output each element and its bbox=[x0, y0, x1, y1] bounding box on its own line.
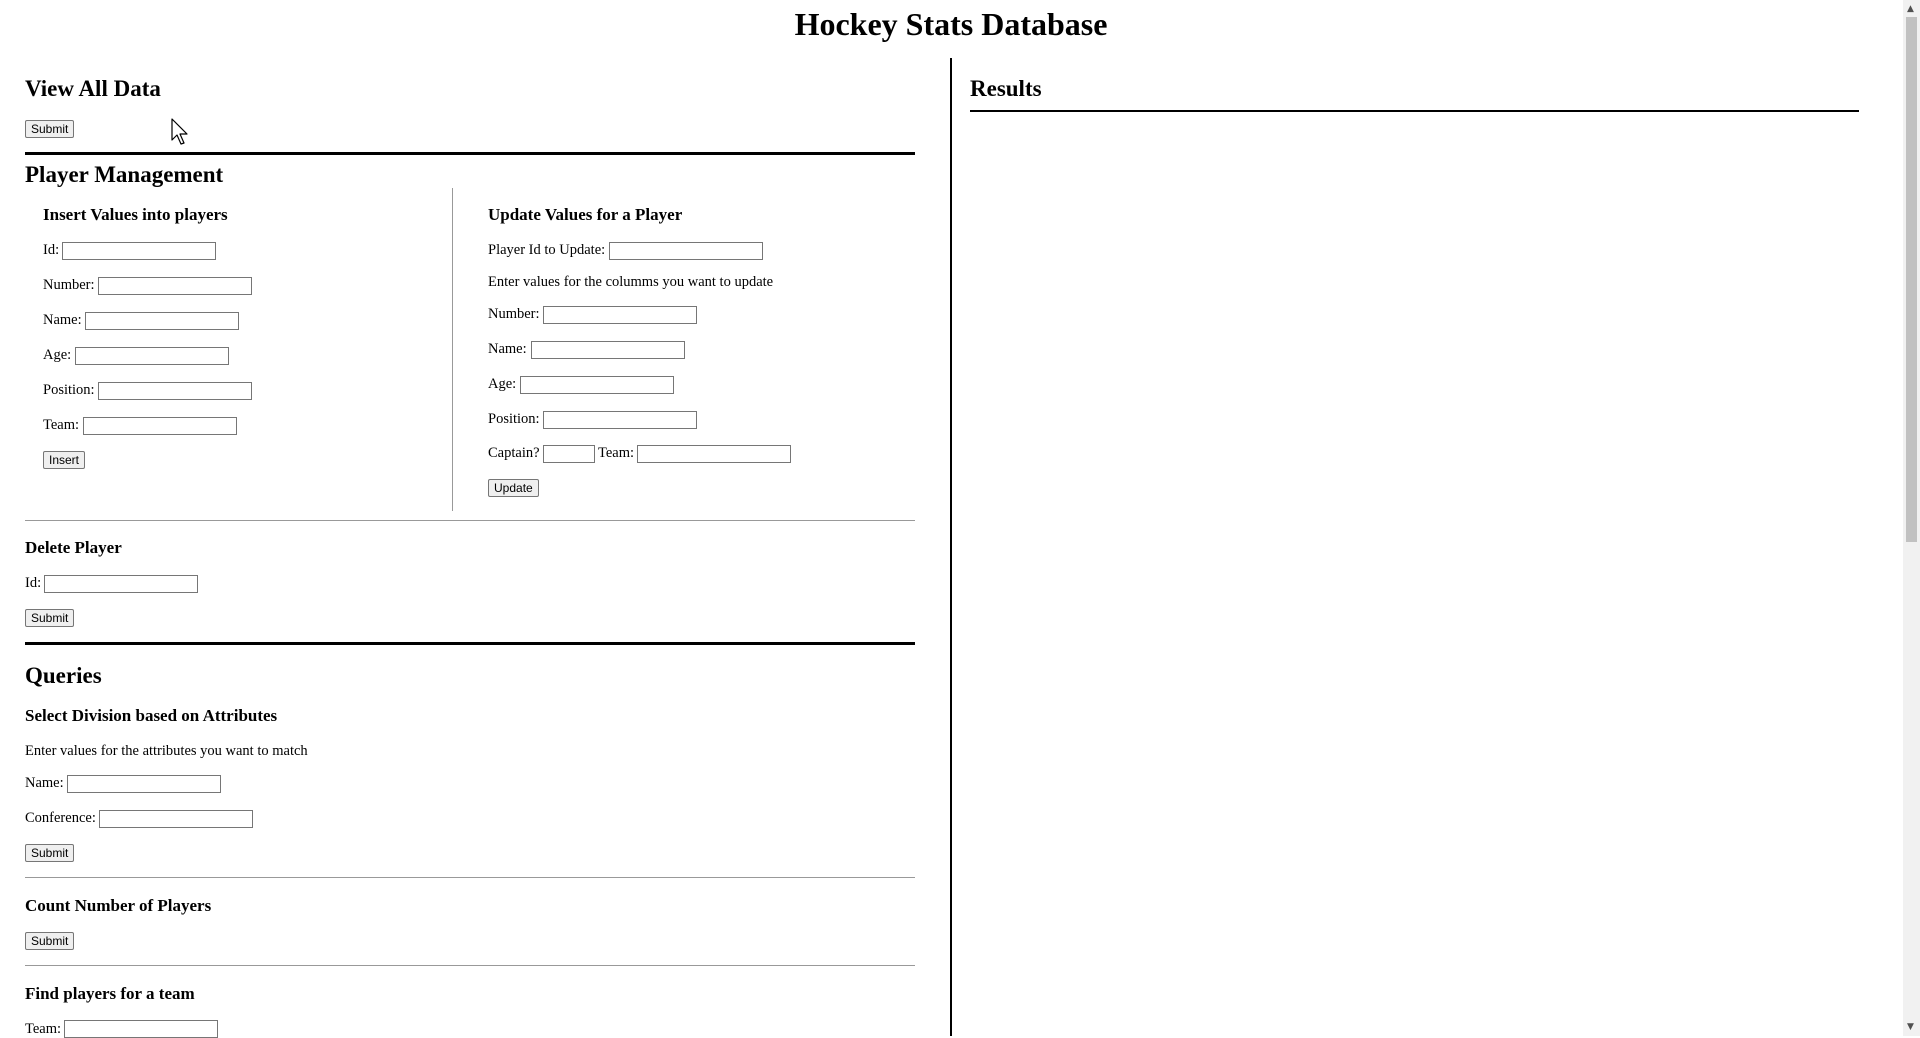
insert-number-input[interactable] bbox=[98, 277, 252, 295]
column-divider bbox=[950, 58, 952, 1036]
insert-id-label: Id: bbox=[43, 242, 60, 258]
update-captain-label: Captain? bbox=[488, 445, 540, 461]
page-title: Hockey Stats Database bbox=[794, 6, 1108, 42]
update-player-id-input[interactable] bbox=[609, 242, 763, 260]
insert-number-label: Number: bbox=[43, 277, 95, 293]
division-name-input[interactable] bbox=[67, 775, 221, 793]
update-team-input[interactable] bbox=[637, 445, 791, 463]
insert-id-input[interactable] bbox=[62, 242, 216, 260]
select-division-hint: Enter values for the attributes you want to match bbox=[25, 743, 308, 759]
section-divider bbox=[25, 877, 915, 878]
find-players-heading: Find players for a team bbox=[25, 984, 195, 1003]
update-captain-input[interactable] bbox=[543, 445, 595, 463]
insert-team-label: Team: bbox=[43, 417, 80, 433]
insert-name-label: Name: bbox=[43, 312, 82, 328]
insert-team-input[interactable] bbox=[83, 417, 237, 435]
update-position-input[interactable] bbox=[543, 411, 697, 429]
delete-submit-button[interactable]: Submit bbox=[25, 609, 74, 627]
insert-position-label: Position: bbox=[43, 382, 95, 398]
insert-name-input[interactable] bbox=[85, 312, 239, 330]
insert-age-input[interactable] bbox=[75, 347, 229, 365]
update-number-input[interactable] bbox=[543, 306, 697, 324]
division-name-label: Name: bbox=[25, 775, 64, 791]
update-hint: Enter values for the columms you want to update bbox=[488, 274, 774, 290]
count-players-heading: Count Number of Players bbox=[25, 896, 212, 915]
update-age-input[interactable] bbox=[520, 376, 674, 394]
delete-player-heading: Delete Player bbox=[25, 538, 122, 557]
queries-heading: Queries bbox=[25, 663, 102, 688]
section-divider bbox=[25, 520, 915, 521]
division-conference-input[interactable] bbox=[99, 810, 253, 828]
update-number-label: Number: bbox=[488, 306, 540, 322]
update-age-label: Age: bbox=[488, 376, 517, 392]
mouse-cursor-icon bbox=[171, 118, 191, 146]
results-heading: Results bbox=[970, 76, 1042, 101]
update-name-label: Name: bbox=[488, 341, 527, 357]
select-division-submit-button[interactable]: Submit bbox=[25, 844, 74, 862]
insert-heading: Insert Values into players bbox=[43, 205, 228, 224]
delete-id-input[interactable] bbox=[44, 575, 198, 593]
count-players-submit-button[interactable]: Submit bbox=[25, 932, 74, 950]
update-position-label: Position: bbox=[488, 411, 540, 427]
scrollbar-thumb[interactable] bbox=[1906, 17, 1917, 542]
player-management-heading: Player Management bbox=[25, 162, 224, 187]
division-conference-label: Conference: bbox=[25, 810, 96, 826]
select-division-heading: Select Division based on Attributes bbox=[25, 706, 278, 725]
section-divider bbox=[25, 965, 915, 966]
update-heading: Update Values for a Player bbox=[488, 205, 683, 224]
delete-id-label: Id: bbox=[25, 575, 42, 591]
update-button[interactable]: Update bbox=[488, 479, 539, 497]
insert-button[interactable]: Insert bbox=[43, 451, 85, 469]
find-players-team-input[interactable] bbox=[64, 1020, 218, 1038]
update-name-input[interactable] bbox=[531, 341, 685, 359]
section-divider bbox=[25, 642, 915, 645]
view-all-submit-button[interactable]: Submit bbox=[25, 120, 74, 138]
update-team-label: Team: bbox=[598, 445, 635, 461]
section-divider bbox=[25, 152, 915, 155]
results-divider bbox=[970, 110, 1859, 112]
update-player-id-label: Player Id to Update: bbox=[488, 242, 606, 258]
find-players-team-label: Team: bbox=[25, 1021, 62, 1037]
vertical-scrollbar[interactable] bbox=[1903, 0, 1920, 1036]
scroll-up-arrow-icon[interactable]: ▲ bbox=[1907, 4, 1914, 14]
insert-position-input[interactable] bbox=[98, 382, 252, 400]
view-all-heading: View All Data bbox=[25, 76, 161, 101]
insert-age-label: Age: bbox=[43, 347, 72, 363]
panel-divider bbox=[452, 188, 453, 511]
results-area bbox=[970, 120, 1859, 1020]
scroll-down-arrow-icon[interactable]: ▼ bbox=[1907, 1022, 1914, 1032]
